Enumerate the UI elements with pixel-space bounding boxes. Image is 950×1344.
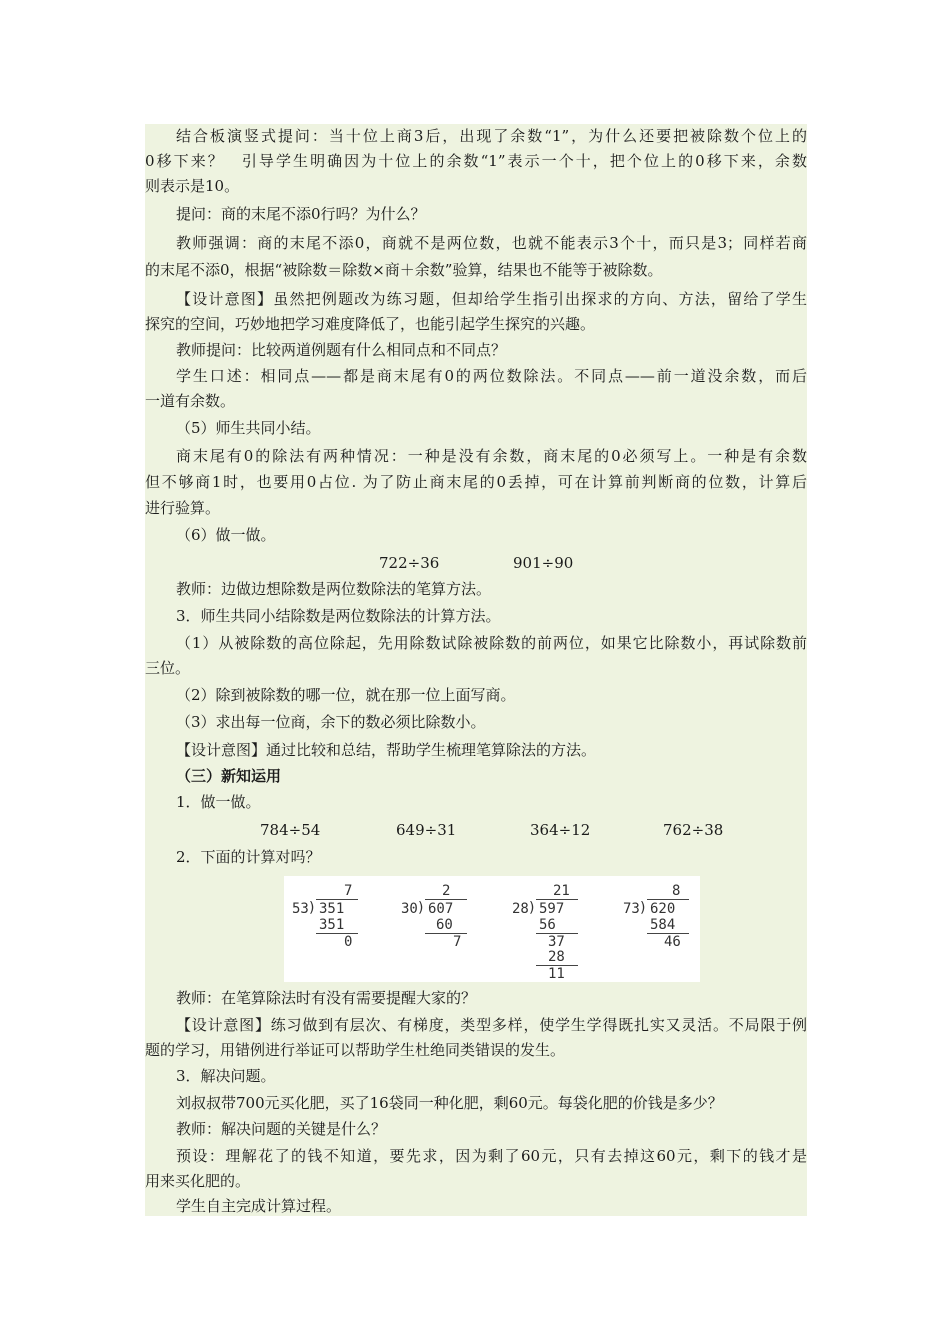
divisor: 53 [292, 901, 309, 917]
dividend: 351 [319, 901, 345, 917]
paragraph-line: 探究的空间，巧妙地把学习难度降低了，也能引起学生探究的兴趣。 [145, 315, 596, 333]
division-bracket: ) [640, 900, 646, 916]
paragraph-line: 教师：边做边想除数是两位数除法的笔算方法。 [176, 580, 492, 598]
divisor: 28 [512, 901, 529, 917]
paragraph-line: 进行验算。 [145, 499, 221, 517]
division-bracket: ) [309, 900, 315, 916]
dividend: 597 [539, 901, 565, 917]
paragraph-line: （3）求出每一位商，余下的数必须比除数小。 [176, 713, 486, 731]
division-bracket: ) [418, 900, 424, 916]
paragraph-line: 1．做一做。 [176, 793, 261, 811]
step-product: 351 [319, 917, 345, 933]
paragraph-line: （1）从被除数的高位除起，先用除数试除被除数的前两位，如果它比除数小，再试除数前 [176, 634, 807, 652]
document-page [145, 124, 807, 1216]
exercise-762-div-38: 762÷38 [663, 821, 724, 839]
paragraph-line: （5）师生共同小结。 [176, 419, 321, 437]
quotient: 8 [672, 883, 681, 899]
paragraph-line: 结合板演竖式提问：当十位上商3后，出现了余数“1”，为什么还要把被除数个位上的 [176, 127, 807, 145]
remainder: 11 [548, 966, 565, 982]
quotient: 21 [553, 883, 570, 899]
step-product: 56 [539, 917, 556, 933]
paragraph-line: 教师：在笔算除法时有没有需要提醒大家的？ [176, 989, 477, 1007]
paragraph-line: 的末尾不添0，根据“被除数＝除数×商＋余数”验算，结果也不能等于被除数。 [145, 261, 663, 279]
paragraph-line: 3．解决问题。 [176, 1067, 276, 1085]
paragraph-line: （6）做一做。 [176, 526, 276, 544]
dividend: 620 [650, 901, 676, 917]
paragraph-line: 商末尾有0的除法有两种情况：一种是没有余数，商末尾的0必须写上。一种是有余数 [176, 447, 807, 465]
division-bar [425, 899, 467, 900]
remainder: 7 [453, 934, 462, 950]
exercise-364-div-12: 364÷12 [530, 821, 591, 839]
paragraph-line: 教师提问：比较两道例题有什么相同点和不同点？ [176, 341, 507, 359]
dividend: 607 [428, 901, 454, 917]
paragraph-line: 提问：商的末尾不添0行吗？为什么？ [176, 205, 426, 223]
paragraph-line: 则表示是10。 [145, 177, 240, 195]
step-product: 28 [548, 949, 565, 965]
divisor: 73 [623, 901, 640, 917]
exercise-784-div-54: 784÷54 [260, 821, 321, 839]
step-remainder: 37 [548, 934, 565, 950]
quotient: 7 [344, 883, 353, 899]
paragraph-line: 【设计意图】练习做到有层次、有梯度，类型多样，使学生学得既扎实又灵活。不局限于例 [176, 1016, 807, 1034]
paragraph-line: 2．下面的计算对吗？ [176, 848, 321, 866]
exercise-901-div-90: 901÷90 [513, 554, 574, 572]
division-bar [316, 899, 358, 900]
paragraph-line: 教师：解决问题的关键是什么？ [176, 1120, 387, 1138]
section-heading: （三）新知运用 [176, 767, 282, 785]
paragraph-line: 学生口述：相同点——都是商末尾有0的两位数除法。不同点——前一道没余数，而后 [176, 367, 807, 385]
paragraph-line: 3．师生共同小结除数是两位数除法的计算方法。 [176, 607, 501, 625]
divisor: 30 [401, 901, 418, 917]
paragraph-line: 【设计意图】通过比较和总结，帮助学生梳理笔算除法的方法。 [176, 741, 597, 759]
division-bar [647, 899, 689, 900]
paragraph-line: 题的学习，用错例进行举证可以帮助学生杜绝同类错误的发生。 [145, 1041, 566, 1059]
step-product: 60 [436, 917, 453, 933]
remainder: 46 [664, 934, 681, 950]
paragraph-line: 三位。 [145, 659, 191, 677]
paragraph-line: 预设：理解花了的钱不知道，要先求，因为剩了60元，只有去掉这60元，剩下的钱才是 [176, 1147, 807, 1165]
step-product: 584 [650, 917, 676, 933]
quotient: 2 [442, 883, 451, 899]
division-bar [536, 899, 578, 900]
paragraph-line: 0移下来？ 引导学生明确因为十位上的余数“1”表示一个十，把个位上的0移下来，余数 [145, 152, 807, 170]
division-bracket: ) [529, 900, 535, 916]
paragraph-line: 一道有余数。 [145, 392, 236, 410]
exercise-649-div-31: 649÷31 [396, 821, 457, 839]
long-division-figure [284, 876, 700, 982]
remainder: 0 [344, 934, 353, 950]
paragraph-line: 刘叔叔带700元买化肥，买了16袋同一种化肥，剩60元。每袋化肥的价钱是多少？ [176, 1094, 723, 1112]
paragraph-line: 但不够商1时，也要用0占位. 为了防止商末尾的0丢掉，可在计算前判断商的位数，计算后 [145, 473, 807, 491]
paragraph-line: （2）除到被除数的哪一位，就在那一位上面写商。 [176, 686, 516, 704]
paragraph-line: 教师强调：商的末尾不添0，商就不是两位数，也就不能表示3个十，而只是3；同样若商 [176, 234, 807, 252]
paragraph-line: 用来买化肥的。 [145, 1172, 251, 1190]
paragraph-line: 【设计意图】虽然把例题改为练习题，但却给学生指引出探求的方向、方法，留给了学生 [176, 290, 807, 308]
exercise-722-div-36: 722÷36 [379, 554, 440, 572]
paragraph-line: 学生自主完成计算过程。 [176, 1197, 342, 1215]
